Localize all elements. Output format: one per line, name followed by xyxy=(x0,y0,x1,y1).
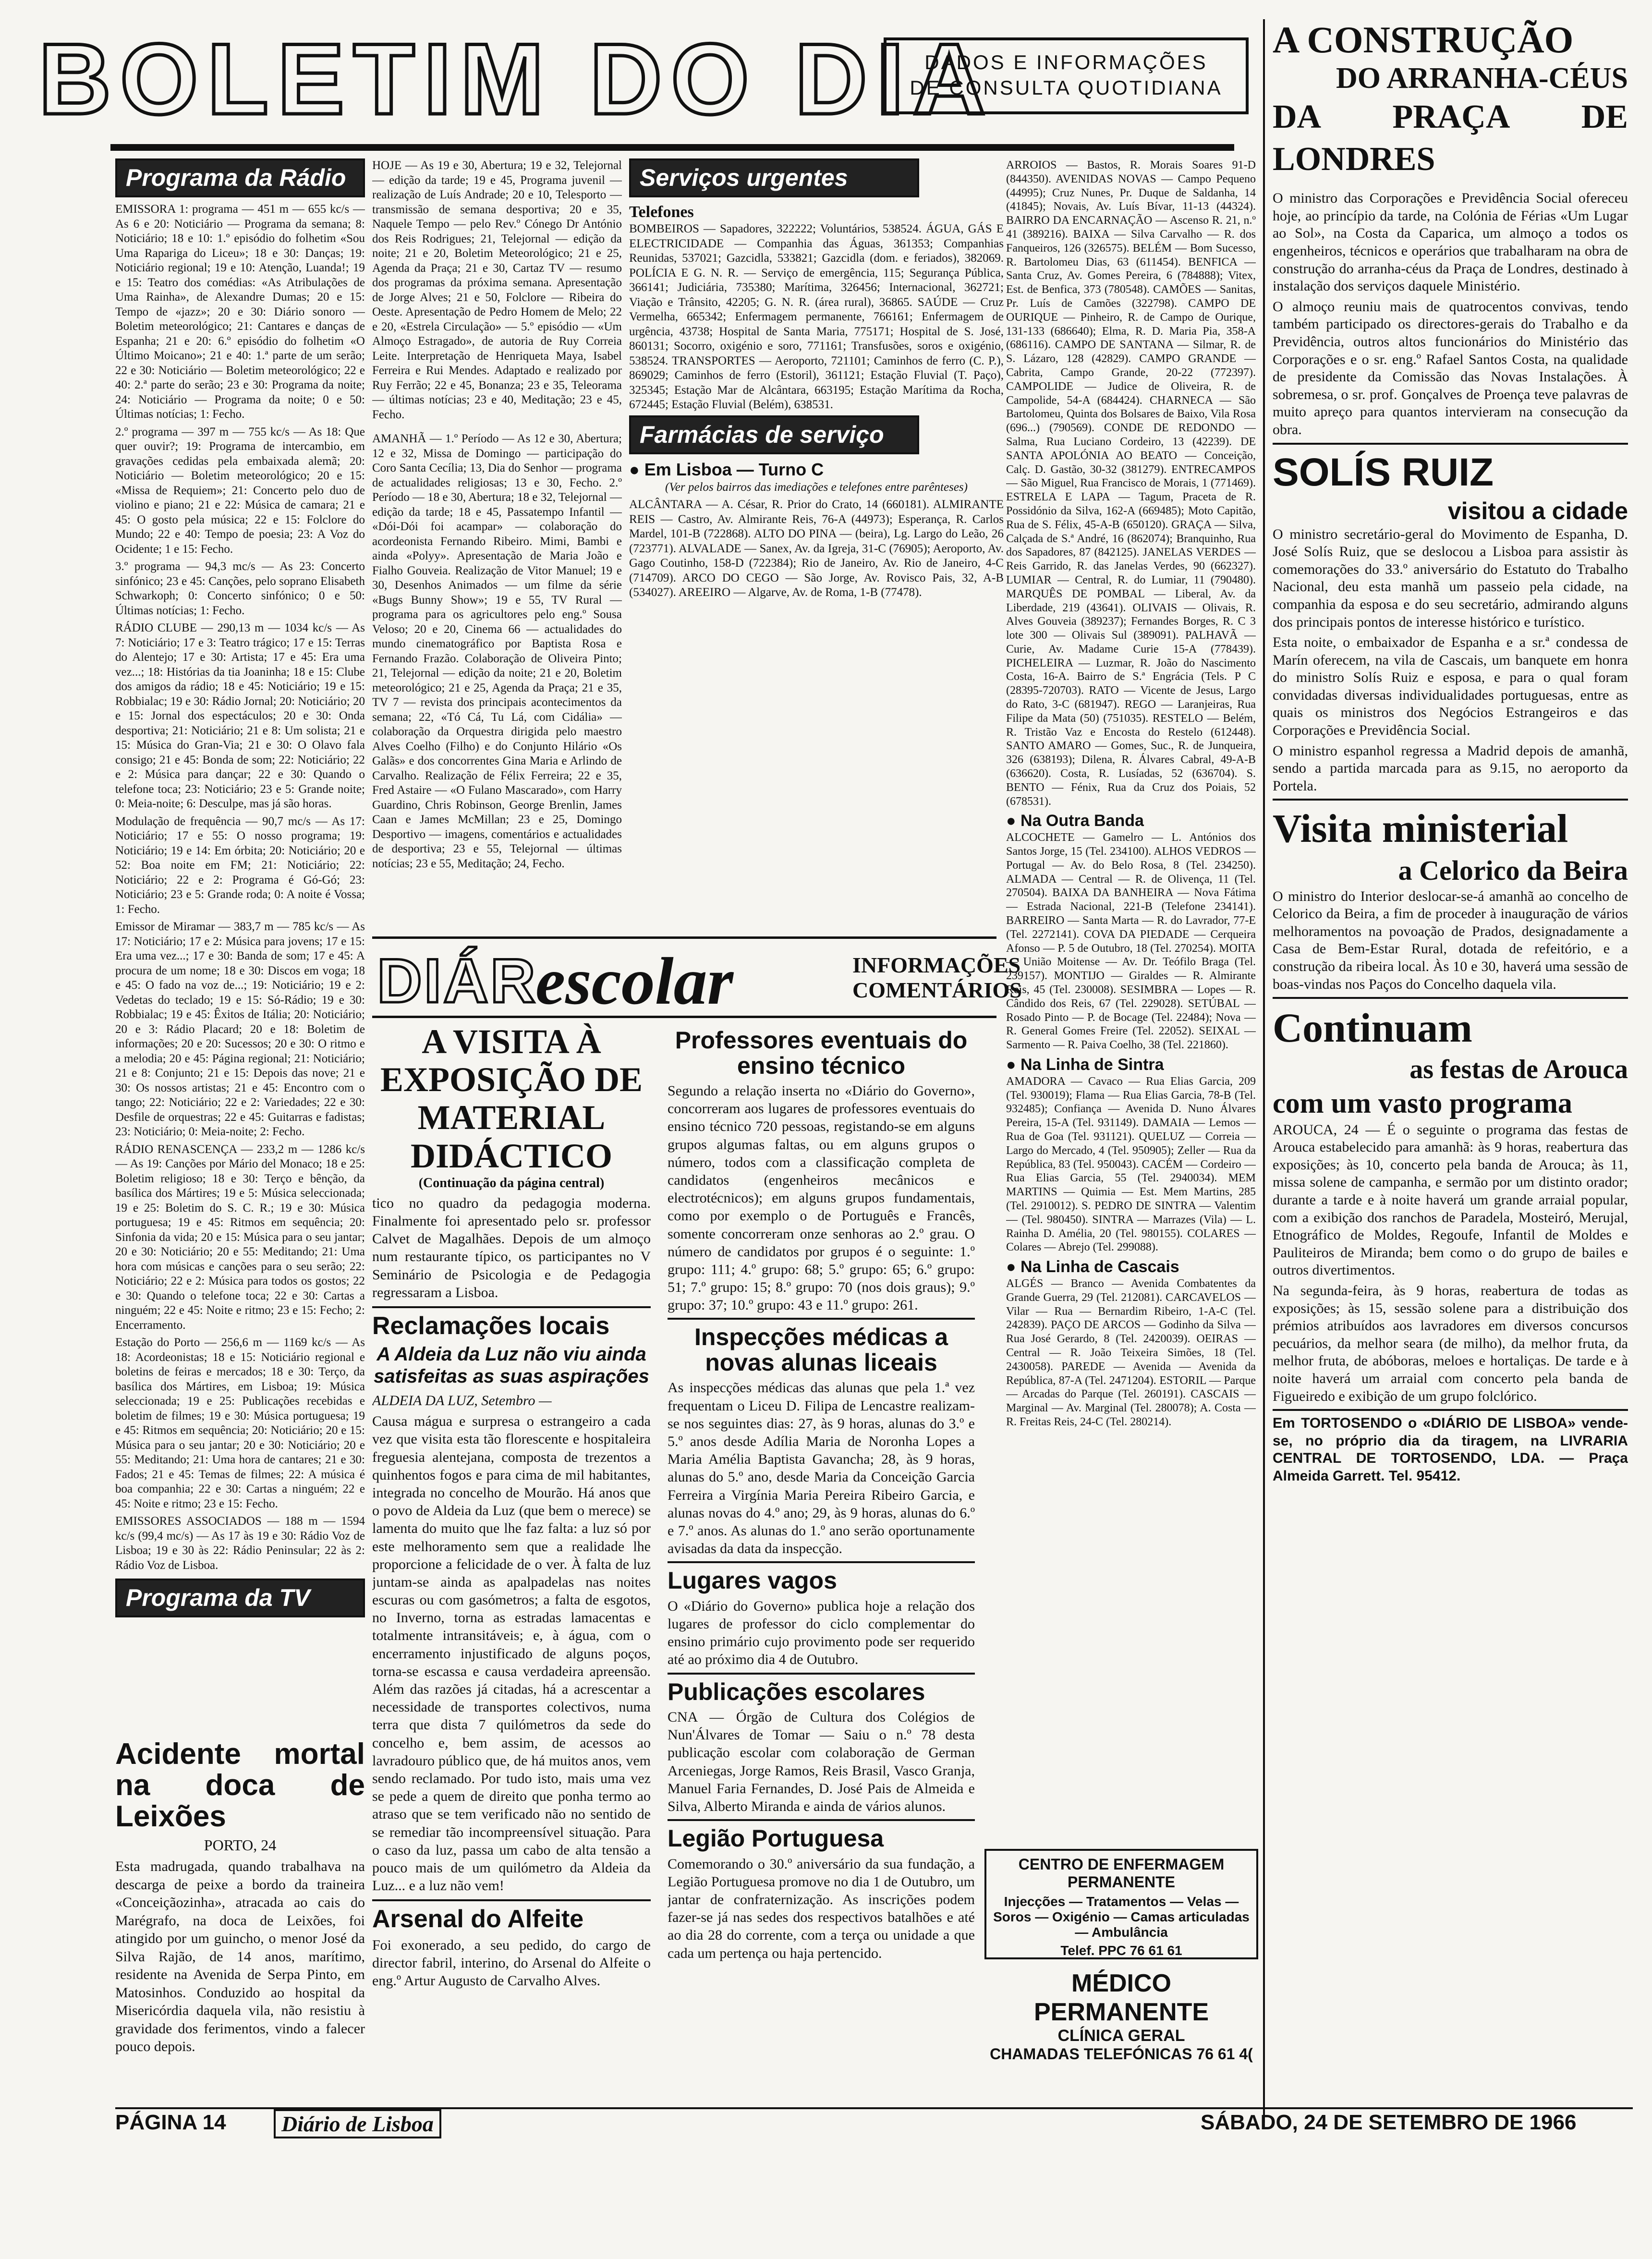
arsenal-text: Foi exonerado, a seu pedido, do cargo de director fabril, interino, do Arsenal do Alfeite o eng.º Artur Augusto de Carvalho Alves. xyxy=(372,1937,651,1989)
divider xyxy=(1273,1409,1628,1411)
visita-headline: Visita ministerial xyxy=(1273,806,1568,851)
tv-column xyxy=(372,158,622,932)
diario-escolar-banner xyxy=(372,936,1022,1019)
construcao-text-2: O almoço reuniu mais de quatrocentos convivas, tendo também participado os directores-gerais do Trabalho e da Previdência, outros altos funcionários do Ministério das Corporações e o sr. eng.º Rafael Santos Costa, na qualidade de presidente da Comissão das Novas Instalações. À sobremesa, o sr. prof. Gonçalves de Proença teve palavras de muito apreço para quantos intervieram na consecução da obra. xyxy=(1273,298,1628,437)
urgent-title: Telefones xyxy=(629,203,694,221)
pharmacies-note: (Ver pelos bairros das imediações e telefones entre parênteses) xyxy=(665,480,968,494)
bullet-icon: ● xyxy=(629,459,644,479)
nursing-phone: Telef. PPC 76 61 61 xyxy=(1060,1943,1182,1958)
divider xyxy=(372,1306,651,1308)
radio-programa-3: 3.º programa — 94,3 mc/s — As 23: Concerto sinfónico; 23 e 45: Canções, pelo soprano Elisabeth Schwarkoph; 0: Concerto sinfónico; 0 e 50: Últimas notícias; 1: Fecho. xyxy=(115,560,365,617)
divider xyxy=(668,1318,975,1320)
tv-hoje: HOJE — As 19 e 30, Abertura; 19 e 32, Telejornal — edição da tarde; 19 e 45, Programa juvenil — realização de Luís Andrade; 20 e 10, Telesporto — transmissão de semana desportiva; 20 e 35, Naquele Tempo — pelo Rev.º Cónego Dr António dos Reis Rodrigues; 21, Telejornal — edição da noite; 21 e 20, Boletim Meteorológico; 21 e 25, Agenda da Praça; 21 e 30, Cartaz TV — resumo dos programas da próxima semana. Apresentação de Jorge Alves; 21 e 50, Folclore — Ribeira do Oeste. Apresentação de Pedro Homem de Melo; 22 e 20, «Estrela Circulação» — 5.º episódio — «Um Almoço Estragado», de autoria de Ruy Correia Leite. Interpretação de Henriqueta Maya, Isabel Ferreira e Rui Mendes. Adaptado e realizado por Ruy Ferrão; 22 e 45, Bonanza; 23 e 35, Teleorama — últimas notícias; 23 e 40, Meditação; 23 e 45, Fecho. xyxy=(372,159,622,421)
arouca-headline-2: as festas de Arouca xyxy=(1409,1055,1628,1085)
radio-clube: RÁDIO CLUBE — 290,13 m — 1034 kc/s — As 7: Noticiário; 17 e 3: Teatro trágico; 17 e 15: Terras do Alentejo; 17 e 30: Artista; 17 e 45: Era uma vez...; 18: Histórias da tia Joaninha; 18 e 15: Clube dos amigos da rádio; 18 e 45: Noticiário; 19 e 15: Robbialac; 19 e 30: Rádio Jornal; 20: Noticiário; 20 e 15: Jornal dos espectáculos; 20 e 30: Onda desportiva; 21: Noticiário; 21 e 8: Um solista; 21 e 15: Música do Gran-Via; 21 e 30: O Olavo fala consigo; 21 e 45: Bonda de som; 22: Noticiário; 22 e 2: Música para dançar; 22 e 30: Quando o telefone toca; 23: Noticiário; 23 e 5: Grande noite; 0: Meia-noite; 6: Desculpe, mas já são horas. xyxy=(115,621,365,810)
arouca-headline-3: com um vasto programa xyxy=(1273,1087,1572,1119)
sintra-title xyxy=(1006,1055,1256,1075)
urgent-heading: Serviços urgentes xyxy=(629,158,919,197)
publicacoes-text: CNA — Órgão de Cultura dos Colégios de Nun'Álvares de Tomar — Saiu o n.º 78 desta publicação escolar com colaboração de German Arceniegas, Jorge Ramos, Reis Brasil, Vasco Granja, Manuel Faria Fernandes, D. José Pais de Almeida e Silva, Alberto Miranda e ainda de vários alunos. xyxy=(668,1709,975,1814)
reclamacoes-dateline: ALDEIA DA LUZ, Setembro — xyxy=(372,1392,552,1409)
solis-headline: SOLÍS RUIZ xyxy=(1273,450,1494,494)
solis-text-3: O ministro espanhol regressa a Madrid depois de amanhã, sendo a partida marcada para as 9.15, no aeroporto da Portela. xyxy=(1273,742,1628,794)
arouca-text-2: Na segunda-feira, às 9 horas, reabertura de todas as exposições; às 15, sessão solene para a distribuição dos prémios atribuídos aos lavradores em diversos concursos pecuários, da melhor seara (de milho), da melhor fruta, da melhor fruta, de abóboras, meloes e hortaliças. De tarde e à noite haverá um arraial com concerto pela banda de Figueiredo e exibição de um grupo folclórico. xyxy=(1273,1282,1628,1404)
footer-page: PÁGINA 14 xyxy=(115,2111,226,2134)
divider xyxy=(668,1819,975,1821)
tv-amanha: AMANHÃ — 1.º Período — As 12 e 30, Abertura; 12 e 32, Missa de Domingo — participação do Coro Santa Cecília; 13, Dia do Senhor — programa de actualidades religiosas; 13 e 30, Fecho. 2.º Período — 18 e 30, Abertura; 18 e 32, Telejornal — edição da tarde; 18 e 45, Passatempo Infantil — «Dói-Dói foi acampar» — colaboração do acordeonista Fernando Ribeiro. Mimi, Bambi e ainda «Polyy». Apresentação de Maria João e Fialho Gouveia. Realização de Vitor Manuel; 19 e 30, Desenhos Animados — um filme da série «Bugs Bunny Show»; 19 e 55, TV Rural — programa para os agricultores pelo eng.º Sousa Veloso; 20 e 20, Cinema 66 — actualidades do mundo cinematográfico por Baptista Rosa e Fernando Frazão. Colaboração de Oliveira Pinto; 21, Telejornal — edição da noite; 21 e 20, Boletim meteorológico; 21 e 25, Agenda da Praça; 21 e 35, TV 7 — revista dos principais acontecimentos da semana; 22, «Tó Cá, Tu Lá, com Cidália» — colaboração da Orquestra dirigida pelo maestro Alves Coelho (Filho) e do Conjunto Hilário «Os Galãs» e dos concorrentes Gina Maria e Arlindo de Carvalho. Realização de Félix Ferreira; 22 e 35, Fred Astaire — «O Fulano Mascarado», com Harry Guardino, Chris Robinson, George Brenlin, James Caan e James McMillan; 23 e 25, Domingo Desportivo — imagens, comentários e actualidades de desportiva; 23 e 55, Telejornal — últimas notícias; 23 e 55, Meditação; 24, Fecho. xyxy=(372,432,622,870)
exposicao-text: tico no quadro da pedagogia moderna. Finalmente foi apresentado pelo sr. professor Calvet de Magalhães. Depois de um almoço num restaurante típico, os participantes no V Seminário de Psicologia e de Pedagogia regressaram a Lisboa. xyxy=(372,1195,651,1300)
divider xyxy=(1273,997,1628,999)
masthead-box-line2: DE CONSULTA QUOTIDIANA xyxy=(910,76,1223,99)
diario-side1: INFORMAÇÕES xyxy=(852,953,1021,977)
pharmacies-sintra: AMADORA — Cavaco — Rua Elias Garcia, 209 (Tel. 930019); Flama — Rua Elias Garcia, 78-B (Tel. 932485); Confiança — Avenida D. Nuno Álvares Pereira, 15-A (Tel. 931149). DAMAIA — Lemos — Rua de Goa (Tel. 931121). QUELUZ — Correia — Largo do Mercado, 4 (Tel. 950905); Zeller — Rua da República, 83 (Tel. 950043). CACÉM — Cordeiro — Rua Elias Garcia, 55 (Tel. 2940034). MEM MARTINS — Quimia — Est. Mem Martins, 285 (Tel. 2910012). S. PEDRO DE SINTRA — Valentim — (Tel. 980450). SINTRA — Marrazes (Vila) — L. Rainha D. Amélia, 20 (Tel. 980155). COLARES — Colares — Abrejo (Tel. 299088). xyxy=(1006,1075,1256,1254)
pharmacies-cascais: ALGÉS — Branco — Avenida Combatentes da Grande Guerra, 29 (Tel. 212081). CARCAVELOS — Vilar — Rua — Bernardim Ribeiro, 1-A-C (Tel. 242839). PAÇO DE ARCOS — Godinho da Silva — Rua José Gerardo, 8 (Tel. 2420039). OEIRAS — Central — R. João Teixeira Simões, 18 (Tel. 2430058). PAREDE — Avenida — Avenida da República, 87-A (Tel. 2471204). ESTORIL — Parque — Arcadas do Parque (Tel. 260191). CASCAIS — Marginal — Av. Marginal (Tel. 280078); A. Costa — R. Freitas Reis, 24-C (Tel. 280214). xyxy=(1006,1277,1256,1428)
solis-text-1: O ministro secretário-geral do Movimento de Espanha, D. José Solís Ruiz, que se deslocou a Lisboa para assistir às comemorações do 33.º aniversário do Estatuto do Trabalho Nacional, deu esta manhã um passeio pela cidade, na companhia da esposa e do seu secretário, admirando alguns dos principais pontos de interesse histórico e turístico. xyxy=(1273,526,1628,630)
column-divider xyxy=(1263,19,1265,2123)
construcao-headline-1: A CONSTRUÇÃO xyxy=(1273,19,1574,61)
doctor-box xyxy=(984,1969,1258,2063)
radio-heading: Programa da Rádio xyxy=(115,158,365,197)
pharmacies-heading: Farmácias de serviço xyxy=(629,415,919,454)
radio-emissora-1: EMISSORA 1: programa — 451 m — 655 kc/s — As 6 e 20: Noticiário — Programa da semana; 8: Noticiário; 18 e 10: 1.º episódio do folhetim «Sou Uma Rapariga do Liceu»; 18 e 30: Danças; 19: Noticiário regional; 19 e 10: Atenção, Luanda!; 19 e 15: Teatro dos comédias: «As Atribulações de Uma Rainha», de Alexandre Dumas; 20 e 15: Tempo de «jazz»; 20 e 30: Diário sonoro — Boletim meteorológico; 21: Cantares e danças de Espanha; 21 e 20: 6.º episódio do folhetim «O Último Moicano»; 21 e 40: 1.ª parte de um serão; 22 e 30: Noticiário — Boletim meteorológico; 22 e 40: 2.ª parte do serão; 23 e 30: Programa da noite; 24: Noticiário — Programa da noite; 0 e 50: Últimas notícias; 1: Fecho. xyxy=(115,203,365,421)
right-column xyxy=(1273,19,1628,2118)
pharmacies-lisboa-b: ARROIOS — Bastos, R. Morais Soares 91-D (844350). AVENIDAS NOVAS — Campo Pequeno (44995); Cruz Nunes, Pr. Duque de Saldanha, 14 (41845); Novais, Av. Luís Bívar, 11-13 (44324). BAIRRO DA ENCARNAÇÃO — Ascenso R. 21, n.º 41 (389216). BAIXA — Silva Carvalho — R. dos Fanqueiros, 126 (326575). BELÉM — Bom Sucesso, R. Bartolomeu Dias, 63 (611454). BENFICA — Santa Cruz, Av. Gomes Pereira, 6 (784888); Vitex, Est. de Benfica, 373 (780548). CAMÕES — Sanitas, Pr. Luís de Camões (322798). CAMPO DE OURIQUE — Pinheiro, R. de Campo de Ourique, 131-133 (686640); Elma, R. D. Maria Pia, 358-A (686116). CAMPO DE SANTANA — Silmar, R. de S. Lázaro, 128 (42829). CAMPO GRANDE — Cabrita, Campo Grande, 20-22 (772397). CAMPOLIDE — Judice de Oliveira, R. de Campolide, 54-A (684424). CHARNECA — São Bartolomeu, Quinta dos Bolsares de Baixo, Vila Rosa (696...) (790569). CONDE DE REDONDO — Salma, Rua Luciano Cordeiro, 13 (42239). DE SANTA APOLÓNIA AO BEATO — Conceição, Calç. D. Gastão, 30-32 (381279). ENTRECAMPOS — São Miguel, Rua Francisco de Morais, 1 (771469). ESTRELA E LAPA — Tagum, Praceta de R. Possidónio da Silva, 162-A (669485); Moto Capitão, Rua de S. Félix, 45-A-B (650120). GRAÇA — Silva, Calçada de S.ª André, 16 (862074); Branquinho, Rua dos Sapadores, 87 (842125). JANELAS VERDES — Reis Garrido, R. das Janelas Verdes, 90 (662327). LUMIAR — Central, R. do Lumiar, 11 (790480). MARQUÊS DE POMBAL — Liberal, Av. da Liberdade, 219 (43641). OLIVAIS — Olivais, R. Alves Gouveia (389237); Fernandes Borges, R. C 3 lote 300 — Olivais Sul (389091). PALHAVÃ — Curie, Av. Madame Curie 15-A (778439). PICHELEIRA — Luzmar, R. João do Nascimento Costa, 16-A. Bairro de S.ª Engrácia (Tels. P C (28395-720703). RATO — Vicente de Jesus, Largo do Rato, 3-C (681947). REGO — Laranjeiras, Rua Filipe da Mata (50) (751035). RESTELO — Belém, R. Tristão Vaz e Encosta do Restelo (612448). SANTO AMARO — Gomes, Suc., R. de Junqueira, 326 (638193); Dilena, R. Álvares Cabral, 49-A-B (636620). Costa, R. Lusíadas, 52 (636704). S. BENTO — Fénix, Rua da Cruz dos Poiais, 52 (678531). xyxy=(1006,159,1256,808)
radio-associados: EMISSORES ASSOCIADOS — 188 m — 1594 kc/s (99,4 mc/s) — As 17 às 19 e 30: Rádio Voz de Lisboa; 19 e 30 às 22: Rádio Peninsular; 22 às 2: Rádio Voz de Lisboa. xyxy=(115,1515,365,1572)
construcao-headline-2: DO ARRANHA-CÉUS xyxy=(1336,61,1628,95)
services-column xyxy=(629,158,1004,927)
accident-story xyxy=(115,1734,365,2099)
tortosendo-text: Em TORTOSENDO o «DIÁRIO DE LISBOA» vende-se, no próprio dia da tiragem, na LIVRARIA CENTRAL DE TORTOSENDO, LDA. — Praça Almeida Garrett. Tel. 95412. xyxy=(1273,1415,1628,1484)
sintra-title-text: Na Linha de Sintra xyxy=(1020,1056,1164,1074)
exposicao-column xyxy=(372,1023,651,2094)
inspeccoes-text: As inspecções médicas das alunas que pela 1.ª vez frequentam o Liceu D. Filipa de Lencastre realizam-se nos seguintes dias: 27, às 9 horas, alunas do 3.º e 5.º anos desde Adília Maria de Noronha Lopes a Maria Amélia Baptista Gavancha; 28, às 9 horas, alunas do 5.º ano, desde Maria da Conceição Garcia Ferreira a Virgínia Maria Pereira Ribeiro Garcia, e alunas novas do 4.º ano; 29, às 9 horas, alunas do 6.º e 7.º anos. As alunas do 1.º ano serão oportunamente avisadas da data da inspecção. xyxy=(668,1380,975,1557)
accident-dateline: PORTO, 24 xyxy=(204,1836,277,1854)
masthead-box xyxy=(884,37,1249,114)
bullet-icon: ● xyxy=(1006,812,1020,830)
lugares-text: O «Diário do Governo» publica hoje a relação dos lugares de professor do ciclo complementar do ensino primário cujo provimento pode ser requerido até ao próximo dia 4 de Outubro. xyxy=(668,1598,975,1668)
masthead-rule xyxy=(110,144,1234,151)
masthead-box-line1: DADOS E INFORMAÇÕES xyxy=(924,51,1208,73)
publicacoes-heading: Publicações escolares xyxy=(668,1678,925,1705)
urgent-text: BOMBEIROS — Sapadores, 322222; Voluntários, 538524. ÁGUA, GÁS E ELECTRICIDADE — Companhia das Águas, 361353; Companhias Reunidas, 537021; Gazcidla, 533821; Gazcidla (dom. e feriados), 382069. POLÍCIA E G. N. R. — Serviço de emergência, 115; Segurança Pública, 366141; Judiciária, 735380; Marítima, 326456; Internacional, 362721; Viação e Trânsito, 42205; G. N. R. (área rural), 36865. SAÚDE — Cruz Vermelha, 665342; Enfermagem permanente, 766161; Enfermagem de urgência, 43738; Hospital de Santa Maria, 775171; Hospital de S. José, 860131; Socorro, oxigénio e soro, 771161; Transfusões, soros e oxigénio, 538524. TRANSPORTES — Aeroporto, 721101; Caminhos de ferro (C. P.), 869029; Caminhos de ferro (Estoril), 361121; Estação Fluvial (T. Paço), 325345; Estação Mar de Alcântara, 663195; Estação Marítima da Rocha, 672445; Estação Fluvial (Belém), 638531. xyxy=(629,222,1004,412)
arouca-text-1: AROUCA, 24 — É o seguinte o programa das festas de Arouca estabelecido para amanhã: às 9 horas, reabertura das exposições; às 10, concerto pela banda de Arouca; às 11, missa solene de campanha, e sermão por um distinto orador; durante a tarde e à noite haverá um grande arraial popular, com a exibição dos ranchos de Paradela, Mosteiró, Merujal, Etnográfico de Moldes, Regoufe, Infantil de Moldes e Pauliteiros de Miranda; bem como o do grupo de bailes e outros divertimentos. xyxy=(1273,1121,1628,1278)
cascais-title xyxy=(1006,1257,1256,1277)
pharmacies-banda: ALCOCHETE — Gamelro — L. Antónios dos Santos Jorge, 15 (Tel. 234100). ALHOS VEDROS — Portugal — Av. do Belo Rosa, 8 (Tel. 234250). ALMADA — Central — R. de Olivença, 11 (Tel. 270504). BAIXA DA BANHEIRA — Nova Fátima — Estrada Nacional, 221-B (Telefone 234141). BARREIRO — Santa Marta — R. do Lavrador, 77-E (Tel. 2272141). COVA DA PIEDADE — Cerqueira Afonso — P. 5 de Outubro, 18 (Tel. 270254). MOITA — União Moitense — Av. Dr. Teófilo Braga (Tel. 239157). MONTIJO — Giraldes — R. Almirante Reis, 45 (Tel. 230008). SESIMBRA — Lopes — R. Cândido dos Reis, 67 (Tel. 229028). SETÚBAL — Rosado Pinto — P. de Bocage (Tel. 22484); Nova — R. General Gomes Freire (Tel. 22052). SEIXAL — Sarmento — R. Paiva Coelho, 38 (Tel. 221860). xyxy=(1006,831,1256,1052)
exposicao-cont: (Continuação da página central) xyxy=(418,1175,605,1190)
escolar-word: escolar xyxy=(535,944,734,1019)
pharmacies-column xyxy=(1006,158,1256,1839)
divider xyxy=(668,1673,975,1675)
lugares-heading: Lugares vagos xyxy=(668,1567,837,1594)
school-column xyxy=(668,1023,975,2094)
exposicao-headline: A VISITA À EXPOSIÇÃO DE MATERIAL DIDÁCTICO xyxy=(380,1023,643,1175)
reclamacoes-text: Causa mágua e surpresa o estrangeiro a cada vez que visita esta tão florescente e hospitaleira freguesia alentejana, composta de trezentos a quinhentos fogos e para cima de mil habitantes, integrada no concelho de Mourão. Há anos que o povo de Aldeia da Luz (que bem o merece) se lamenta do muito que lhe faz falta: a luz só por este melhoramento sem que a realidade lhe proporcione a felicidade de o ver. À falta de luz juntam-se ainda as apalpadelas nas noites escuras ou com gasómetros; a falta de esgotos, no Inverno, torna as estradas lamacentas e totalmente intransitáveis; e, à água, com o encerramento injustificado de alguns poços, torna-se escassa e causa verdadeira apreensão. Além das razões já citadas, há a acrescentar a necessidade de transportes colectivos, numa terra que dista 7 quilómetros da sede do concelho e, bem assim, de acessos ao lavradouro público que, de há muitos anos, vem sendo reclamado. Por tudo isto, mais uma vez se pede a quem de direito que ponha termo ao atraso que se tem verificado não no sentido de se remediar tão incompreensível situação. Para o caso da luz, passa um cabo de alta tensão a pouco mais de um quilómetro da Aldeia da Luz... e a luz não vem! xyxy=(372,1413,651,1894)
doctor-line1: CLÍNICA GERAL xyxy=(1057,2027,1185,2045)
radio-porto: Estação do Porto — 256,6 m — 1169 kc/s — As 18: Acordeonistas; 18 e 15: Noticiário regional e boletins de feiras e mercados; 18 e 30: Terço, da basílica dos Mártires, em Lisboa; 19: Música seleccionada; 19 e 25: Publicações recebidas e boletim de filmes; 19 e 30: Música portuguesa; 19 e 45: Ritmos em sequência; 20: Noticiário; 20 e 15: Música para o seu jantar; 20 e 30: Noticiário; 20 e 55: Meditando; 21: Uma hora de cantares; 21 e 30: Fados; 21 e 45: Temas de filmes; 22: A música é boa companhia; 22 e 30: Cartas a ninguém; 22 e 45: Noite e ritmo; 23 e 15: Fecho. xyxy=(115,1336,365,1510)
doctor-line2: CHAMADAS TELEFÓNICAS 76 61 4( xyxy=(990,2045,1253,2063)
diario-word: DIÁR xyxy=(377,946,537,1016)
nursing-title: CENTRO DE ENFERMAGEM PERMANENTE xyxy=(1018,1856,1225,1891)
bullet-icon: ● xyxy=(1006,1258,1020,1276)
solis-sub: visitou a cidade xyxy=(1447,497,1628,524)
nursing-text: Injecções — Tratamentos — Velas — Soros — Oxigénio — Camas articuladas — Ambulância xyxy=(993,1894,1250,1940)
pharmacies-title-text: Em Lisboa — Turno C xyxy=(644,459,824,479)
footer-date: SÁBADO, 24 DE SETEMBRO DE 1966 xyxy=(1201,2111,1577,2134)
radio-renascenca: RÁDIO RENASCENÇA — 233,2 m — 1286 kc/s — As 19: Canções por Mário del Monaco; 18 e 25: Boletim religioso; 18 e 30: Terço e bênção, da basílica dos Mártires; 19 e 5: Música seleccionada; 19 e 25: Boletim do S. C. R.; 19 e 30: Música portuguesa; 19 e 45: Ritmos em sequência; 20: Sinfonia da vida; 20 e 15: Música para o seu jantar; 20 e 30: Noticiário; 20 e 55: Meditando; 21: Uma hora com músicas e canções para o seu serão; 22: Noticiário; 22 e 2: Música para todos os gostos; 22 e 30: Quando o telefone toca; 22 e 30: Cartas a ninguém; 22 e 45: Noite e ritmo; 23 e 15: Fecho; 2: Encerramento. xyxy=(115,1142,365,1332)
banda-title-text: Na Outra Banda xyxy=(1020,812,1144,830)
arouca-headline-1: Continuam xyxy=(1273,1005,1472,1051)
legiao-text: Comemorando o 30.º aniversário da sua fundação, a Legião Portuguesa promove no dia 1 de Outubro, um jantar de confraternização. As inscrições podem fazer-se já nas sedes dos respectivos batalhões e até ao dia 28 do corrente, com a terça ou unidade a que cada um pertença ou haja pertencido. xyxy=(668,1856,975,1961)
diario-side2: COMENTÁRIOS xyxy=(852,978,1022,1002)
reclamacoes-heading: Reclamações locais xyxy=(372,1312,610,1340)
nursing-box xyxy=(984,1849,1258,1959)
visita-text: O ministro do Interior deslocar-se-á amanhã ao concelho de Celorico da Beira, a fim de proceder à inauguração de vários melhoramentos na povoação de Prados, designadamente a Casa de Bem-Estar Rural, dotada de refeitório, e a construção da ribeira local. Às 10 e 30, haverá uma sessão de boas-vindas nos Paços do Concelho daquela vila. xyxy=(1273,888,1628,992)
professores-heading: Professores eventuais do ensino técnico xyxy=(675,1027,968,1079)
radio-miramar: Emissor de Miramar — 383,7 m — 785 kc/s — As 17: Noticiário; 17 e 2: Música para jovens; 17 e 15: Era uma vez...; 17 e 30: Banda de som; 17 e 45: A procura de um nome; 18 e 30: Discos em voga; 18 e 45: O fado na voz de...; 19: Noticiário; 19 e 2: Vedetas do teclado; 19 e 15: Só-Rádio; 19 e 30: Robbialac; 19 e 45: Êxitos de Itália; 20: Noticiário; 20 e 3: Rádio Placard; 20 e 18: Boletim de informações; 20 e 20: Sucessos; 20 e 30: O ritmo e a melodia; 20 e 45: Página regional; 21: Noticiário; 21 e 8: Conjunto; 21 e 15: Depois das nove; 21 e 30: Os nossos artistas; 21 e 45: Encontro com o tango; 22: Noticiário; 22 e 2: Variedades; 22 e 30: Desfile de orquestras; 22 e 45: Guitarras e fadistas; 23: Noticiário; 0: Meia-noite; 2: Fecho. xyxy=(115,920,365,1138)
legiao-heading: Legião Portuguesa xyxy=(668,1825,884,1852)
radio-programa-2: 2.º programa — 397 m — 755 kc/s — As 18: Que quer ouvir?; 19: Programa de intercambio, em gravações cedidas pela embaixada alemã; 20: Noticiário — Boletim meteorológico; 20 e 15: «Missa de Requiem»; 21: Concerto pelo duo de violino e piano; 21 e 22: Música de camara; 21 e 45: O gosto pela música; 22 e 15: Folclore do Mundo; 22 e 40: Tempo de poesia; 23: A Voz do Ocidente; 1 e 15: Fecho. xyxy=(115,425,365,556)
masthead-title: BOLETIM DO DIA xyxy=(38,23,995,135)
divider xyxy=(1273,799,1628,801)
divider xyxy=(1273,443,1628,445)
tv-heading: Programa da TV xyxy=(115,1579,365,1617)
divider xyxy=(372,1899,651,1901)
footer-paper: Diário de Lisboa xyxy=(274,2109,441,2138)
construcao-headline-3: DA PRAÇA DE LONDRES xyxy=(1273,98,1628,178)
professores-text: Segundo a relação inserta no «Diário do Governo», concorreram aos lugares de professores eventuais do ensino técnico 720 pessoas, registando-se em alguns grupos algumas faltas, ou em alguns grupos o número, todos com a classificação completa de candidatos (engenheiros mecânicos e electrotécnicos); em alguns grupos fundamentais, como por exemplo o de Português e Francês, somente concorreram onze senhoras ao 2.º grau. O número de candidatos por grupos é o seguinte: 1.º grupo: 111; 4.º grupo: 68; 5.º grupo: 65; 6.º grupo: 51; 7.º grupo: 15; 8.º grupo: 70 (nos dois graus); 9.º grupo: 37; 10.º grupo: 43 e 11.º grupo: 261. xyxy=(668,1083,975,1313)
doctor-title: MÉDICO PERMANENTE xyxy=(1033,1969,1209,2026)
radio-fm: Modulação de frequência — 90,7 mc/s — As 17: Noticiário; 17 e 55: O nosso programa; 19: Noticiário; 19 e 14: Em órbita; 20: Noticiário; 20 e 52: Boa noite em FM; 21: Noticiário; 22: Noticiário; 22 e 2: Programa é Gó-Gó; 23: Noticiário; 23 e 5: Grande roda; 0: A noite é Vossa; 1: Fecho. xyxy=(115,814,365,916)
pharmacies-lisboa-a: ALCÂNTARA — A. César, R. Prior do Crato, 14 (660181). ALMIRANTE REIS — Castro, Av. Almirante Reis, 76-A (44973); Esperança, R. Carlos Mardel, 101-B (722868). ALTO DO PINA — (beira), Lg. Largo do Leão, 26 (723771). ALVALADE — Sanex, Av. da Igreja, 31-C (76905); Aeroporto, Av. Gago Coutinho, 158-D (722384); Rio de Janeiro, Av. Rio de Janeiro, 4-C (714709). ARCO DO CEGO — São Jorge, Av. Rovisco Pais, 32, A-B (534027). AREEIRO — Algarve, Av. de Roma, 1-B (77478). xyxy=(629,498,1004,599)
reclamacoes-sub: A Aldeia da Luz não viu ainda satisfeitas as suas aspirações xyxy=(374,1343,649,1387)
visita-sub: a Celorico da Beira xyxy=(1398,854,1628,886)
construcao-text-1: O ministro das Corporações e Previdência Social ofereceu hoje, ao princípio da tarde, na Colónia de Férias «Um Lugar ao Sol», na Costa da Caparica, um almoço a todos os engenheiros, técnicos e operários que trabalharam na obra de construção do arranha-céus da Praça de Londres, destinado à instalação dos serviços daquele Ministério. xyxy=(1273,190,1628,294)
inspeccoes-heading: Inspecções médicas a novas alunas liceais xyxy=(694,1324,948,1376)
divider xyxy=(668,1561,975,1563)
arsenal-heading: Arsenal do Alfeite xyxy=(372,1905,584,1933)
pharmacies-title xyxy=(629,459,1004,480)
accident-text: Esta madrugada, quando trabalhava na descarga de peixe a bordo da traineira «Conceiçãozinha», atracada ao cais do Marégrafo, na doca de Leixões, foi atingido por um guincho, o menor José da Silva Rajão, de 14 anos, marítimo, residente na Avenida de Serpa Pinto, em Matosinhos. Conduzido ao hospital da Misericórdia daquela vila, não resistiu à gravidade dos ferimentos, vindo a falecer pouco depois. xyxy=(115,1858,365,2055)
solis-text-2: Esta noite, o embaixador de Espanha e a sr.ª condessa de Marín oferecem, na vila de Cascais, um banquete em honra do ministro Solís Ruiz e esposa, e para o qual foram convidadas diversas individualidades portuguesas, entre as quais os ministros dos Negócios Estrangeiros e das Corporações e Previdência Social. xyxy=(1273,634,1628,739)
cascais-title-text: Na Linha de Cascais xyxy=(1020,1258,1179,1276)
bullet-icon: ● xyxy=(1006,1056,1020,1074)
accident-headline: Acidente mortal na doca de Leixões xyxy=(115,1737,365,1834)
banda-title xyxy=(1006,811,1256,831)
